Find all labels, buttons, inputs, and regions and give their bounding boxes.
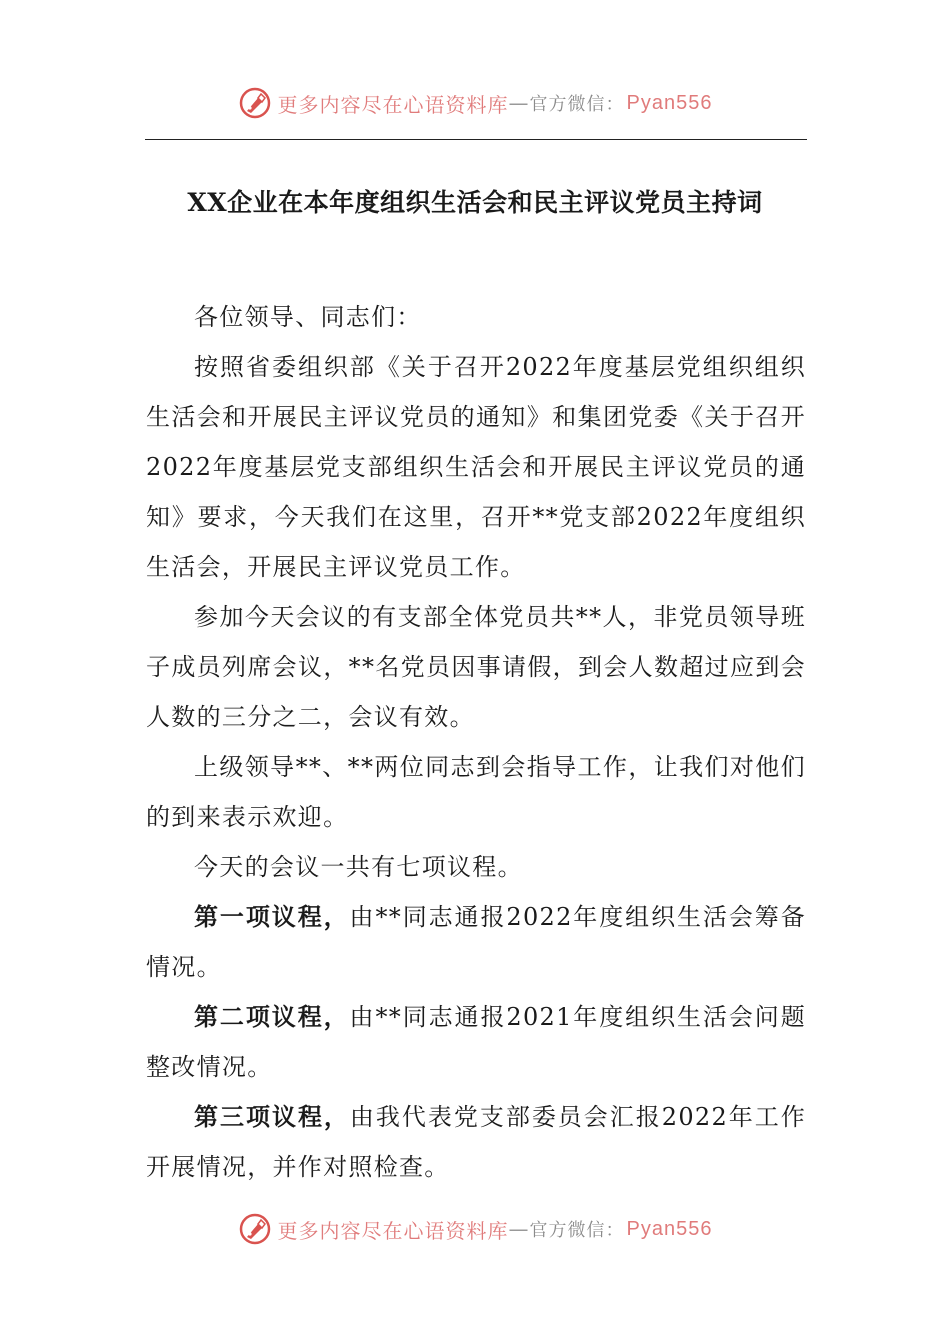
document-body [146, 292, 806, 1192]
agenda-item-2 [146, 992, 806, 1092]
pen-nib-icon [238, 1212, 272, 1246]
agenda-item-1 [146, 892, 806, 992]
watermark-wechat-account: Pyan556 [626, 1217, 713, 1240]
header-watermark [0, 86, 950, 120]
agenda-label: 第一项议程， [194, 902, 350, 931]
paragraph-attendance: 参加今天会议的有支部全体党员共**人，非党员领导班子成员列席会议，**名党员因事请假，到会人数超过应到会人数的三分之二，会议有效。 [146, 603, 806, 731]
pen-nib-icon [238, 86, 272, 120]
agenda-text: 由**同志通报2022年度组织生活会筹备情况。 [146, 903, 806, 981]
agenda-item-3 [146, 1092, 806, 1192]
header-divider [145, 139, 807, 140]
paragraph-notice: 按照省委组织部《关于召开2022年度基层党组织组织生活会和开展民主评议党员的通知》和集团党委《关于召开2022年度基层党支部组织生活会和开展民主评议党员的通知》要求，今天我们在这里，召开**党支部2022年度组织生活会，开展民主评议党员工作。 [146, 353, 806, 581]
agenda-text: 由我代表党支部委员会汇报2022年工作开展情况，并作对照检查。 [146, 1103, 806, 1181]
watermark-wechat-account: Pyan556 [626, 91, 713, 114]
agenda-text: 由**同志通报2021年度组织生活会问题整改情况。 [146, 1003, 806, 1081]
footer-watermark [0, 1212, 950, 1246]
agenda-label: 第二项议程， [194, 1002, 350, 1031]
watermark-separator: — [508, 1217, 530, 1241]
greeting: 各位领导、同志们： [194, 303, 422, 331]
paragraph-guests: 上级领导**、**两位同志到会指导工作，让我们对他们的到来表示欢迎。 [146, 753, 806, 831]
watermark-brand: 更多内容尽在心语资料库 [277, 92, 509, 117]
watermark-brand: 更多内容尽在心语资料库 [277, 1218, 509, 1243]
agenda-label: 第三项议程， [194, 1102, 350, 1131]
watermark-wechat-label: 官方微信： [529, 94, 625, 115]
paragraph-agenda-intro: 今天的会议一共有七项议程。 [194, 853, 523, 881]
watermark-wechat-label: 官方微信： [529, 1220, 625, 1241]
document-title: XX企业在本年度组织生活会和民主评议党员主持词 [187, 188, 763, 217]
watermark-separator: — [508, 91, 530, 115]
